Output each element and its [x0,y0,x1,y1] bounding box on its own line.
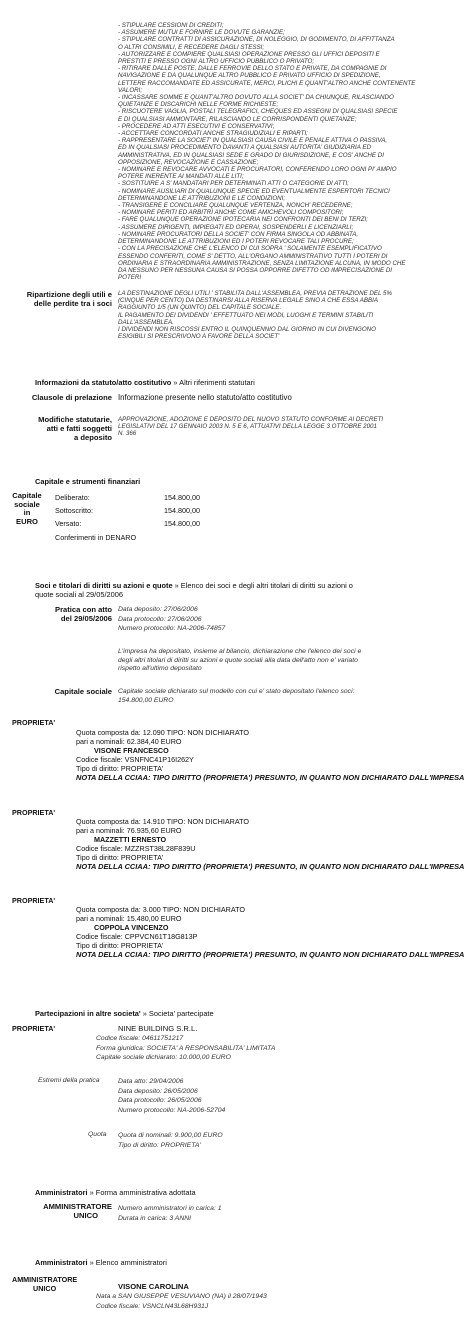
amministratore-label-line2: UNICO [33,1283,57,1293]
section-subtitle: » Forma amministrativa adottata [89,1188,196,1197]
pratica-line: Data deposito: 27/06/2006 [118,606,198,613]
powers-line: - RISCUOTERE VAGLIA, POSTALI TELEGRAFICI, CHEQUES ED ASSEGNI DI QUALSIASI SPECIE [118,108,398,116]
ripartizione-text [118,290,463,340]
quota-label: Quota [88,1131,107,1138]
clausole-value: Informazione presente nello statuto/atto costitutivo [118,393,292,402]
powers-line: - FARE QUALUNQUE OPERAZIONE IPOTECARIA NEI CONFRONTI DEI BENI DI TERZI; [118,216,368,224]
owner-nominali: pari a nominali: 76.935,60 EURO [76,826,182,835]
powers-line: E DI QUALSIASI AMMONTARE, RILASCIANDO LE CORRISPONDENTI QUIETANZE; [118,115,357,123]
powers-line: LETTERE RACCOMANDATE ED ASSICURATE, MERCI, PLICHI E QUANT'ALTRO ANCHE CONTENENTE [118,79,416,87]
powers-line: ESSENDO CONFERITI, COME S' DETTO, ALL'ORGANO AMMINISTRATIVO TUTTI I POTERI DI [118,252,388,260]
section-subtitle-2: quote sociali al 29/05/2006 [35,590,123,599]
capitale-row [55,493,200,506]
section-subtitle: » Altri riferimenti statutari [173,378,255,387]
powers-line: ED IN QUALSIASI PROCEDIMENTO DAVANTI A QUALSIASI AUTORITA' GIUDIZIARIA ED [118,144,371,152]
owner-tipo: Tipo di diritto: PROPRIETA' [76,853,164,862]
capitale-side-1: Capitale [12,491,42,500]
ripartizione-label-line2: delle perdite tra i soci [33,299,112,308]
modifiche-line: LEGISLATIVI DEL 17 GENNAIO 2003 N. 5 E 6, ATTUATIVI DELLA LEGGE 3 OTTOBRE 2001 [118,423,377,431]
powers-line: - NOMINARE AUSILIARI DI QUALUNQUE SPECIE ED EVENTUALMENTE ESPERTORI TECNICI [118,187,390,195]
partecipazione-line: Codice fiscale: 04611751217 [96,1035,184,1042]
powers-line: - ACCETTARE CONCORDATI ANCHE STRAGIUDIZIALI E RIPARTI; [118,130,308,138]
owner-nominali: pari a nominali: 62.384,40 EURO [76,737,182,746]
section-title: Amministratori [35,1258,88,1267]
powers-line: AMMINISTRATIVA, ED IN QUALSIASI SEDE E GRADO DI GIURISDIZIONE, E COS' ANCHE DI [118,151,384,159]
amministratore-label [10,1203,112,1220]
powers-line: DETERMINANDONE LE ATTRIBUZIONI ED I POTERI REVOCARE TALI PROCURE; [118,238,354,246]
capitale-row [55,506,200,519]
quota-details [118,1131,223,1150]
amministratore-elenco-label [12,1276,77,1293]
owner-quota: Quota composta da: 14.910 TIPO: NON DICHIARATO [76,817,249,826]
section-title: Capitale e strumenti finanziari [35,477,141,486]
capitale-row-value: 154.800,00 [164,493,200,502]
ripartizione-line: I DIVIDENDI NON RISCOSSI ENTRO IL QUINQUENNIO DAL GIORNO IN CUI DIVENGONO [118,326,376,334]
powers-line: VALORI; [118,86,143,94]
owner-name: COPPOLA VINCENZO [94,923,169,932]
modifiche-line: APPROVAZIONE, ADOZIONE E DEPOSITO DEL NUOVO STATUTO CONFORME AI DECRETI [118,416,384,423]
owner-nota: NOTA DELLA CCIAA: TIPO DIRITTO (PROPRIETA') PRESUNTO, IN QUANTO NON DICHIARATO DALL'IMPRESA [76,862,465,871]
powers-line: - INCASSARE SOMME E QUANT'ALTRO DOVUTO ALLA SOCIET' DA CHIUNQUE, RILASCIANDO [118,94,394,102]
amministratore-label-line1: AMMINISTRATORE [43,1202,112,1211]
powers-line: QUIETANZE E DISCARICHI NELLE FORME RICHIESTE; [118,101,279,109]
modifiche-label-line1: Modifiche statutarie, [38,415,112,424]
powers-line: - RAPPRESENTARE LA SOCIET' IN QUALSIASI CAUSA CIVILE E PENALE ATTIVA O PASSIVA, [118,137,388,145]
powers-line: - AUTORIZZARE E COMPIERE QUALSIASI OPERAZIONE PRESSO GLI UFFICI DEPOSITI E [118,50,380,58]
powers-line: POTERE INERENTE AI MANDATI ALLE LITI; [118,173,244,181]
ripartizione-line: RAGGIUNTO 1/5 (UN QUINTO) DEL CAPITALE SOCIALE. [118,304,282,312]
powers-line: NAVIGAZIONE E DA QUALUNQUE ALTRO PUBBLICO E PRIVATO UFFICIO DI SPEDIZIONE, [118,72,381,80]
amministratore-line: Numero amministratori in carica: 1 [118,1205,222,1212]
owner-tipo: Tipo di diritto: PROPRIETA' [76,764,164,773]
owner-tag: PROPRIETA' [12,808,56,817]
section-amministratori-forma-header [35,1188,196,1197]
pratica-line: Data protocollo: 27/06/2006 [118,615,202,623]
capitale-side-2: sociale [14,499,40,509]
powers-line: - NOMINARE PERITI ED ARBITRI ANCHE COME AMICHEVOLI COMPOSITORI; [118,209,344,217]
partecipazione-line: Forma giuridica: SOCIETA' A RESPONSABILITA' LIMITATA [96,1044,276,1052]
powers-line: PRESTITI E PRESSO OGNI ALTRO UFFICIO PUBBLICO O PRIVATO; [118,58,315,66]
powers-line: O ALTRI CONSIMILI, E RECEDERE DAGLI STESSI; [118,43,265,51]
estremi-line: Data protocollo: 26/05/2006 [118,1097,202,1104]
ripartizione-line: ESIGIBILI SI PRESCRIVONO A FAVORE DELLA SOCIET' [118,333,280,341]
pratica-label-line2: del 29/05/2006 [60,614,112,623]
clausole-label: Clausole di prelazione [31,393,112,402]
powers-line: - CON LA PRECISAZIONE CHE L'ELENCO DI CUI SOPRA ' SOLAMENTE ESEMPLIFICATIVO [118,245,382,253]
powers-line: - STIPULARE CESSIONI DI CREDITI; [118,22,224,29]
powers-line: - TRANSIGERE E CONCILIARE QUALUNQUE VERTENZA, NONCH' RECEDERNE; [118,202,353,210]
capitale-row [55,519,200,532]
section-amministratori-elenco-header [35,1258,167,1267]
modifiche-line: N. 366 [118,430,137,438]
pratica-line: Numero protocollo: NA-2006-74857 [118,625,226,632]
owner-quota: Quota composta da: 3.000 TIPO: NON DICHIARATO [76,905,245,914]
section-title: Partecipazioni in altre societa' [35,1009,141,1018]
note-line: degli altri titolari di diritti su azioni e quote sociali alla data dell'atto non e' variato [118,656,358,664]
capsoc-line: 154.800,00 EURO [118,696,174,704]
quota-line: Quota di nominali: 9.900,00 EURO [118,1132,223,1139]
owner-tipo: Tipo di diritto: PROPRIETA' [76,941,164,950]
pratica-label [10,605,112,623]
powers-line: - ASSUMERE DIRIGENTI, IMPIEGATI ED OPERAI, SOSPENDERLI E LICENZIARLI; [118,223,354,231]
partecipazione-details [96,1034,275,1063]
ripartizione-line: DALL'ASSEMBLEA. [118,318,174,326]
ripartizione-line: LA DESTINAZIONE DEGLI UTILI ' STABILITA DALL'ASSEMBLEA, PREVIA DETRAZIONE DEL 5% [118,290,392,297]
section-statuto-header [35,378,255,387]
section-subtitle: » Elenco amministratori [89,1258,167,1267]
estremi-line: Data atto: 29/04/2006 [118,1078,184,1085]
estremi-line: Numero protocollo: NA-2006-52704 [118,1106,226,1114]
capitale-row-label: Sottoscritto: [55,506,93,515]
pratica-note [118,648,361,674]
capitale-table [55,493,200,532]
quota-line: Tipo di diritto: PROPRIETA' [118,1141,201,1149]
powers-line: - SOSTITUIRE A S' MANDATARI PER DETERMINATI ATTI O CATEGORIE DI ATTI; [118,180,349,188]
capsoc-line: Capitale sociale dichiarato sul modello con cui e' stato depositato l'elenco soci: [118,688,355,695]
section-soci-header [35,581,445,599]
ripartizione-label-line1: Ripartizione degli utili e [26,290,112,299]
ripartizione-line: (CINQUE PER CENTO) DA DESTINARSI ALLA RISERVA LEGALE SINO A CHE ESSA ABBIA [118,297,378,305]
estremi-line: Data deposito: 26/05/2006 [118,1087,198,1095]
capitale-side-label [8,492,46,526]
section-partecipazioni-header [35,1009,214,1018]
powers-line: DETERMINANDONE LE ATTRIBUZIONI E LE CONDIZIONI; [118,194,286,202]
owner-nota: NOTA DELLA CCIAA: TIPO DIRITTO (PROPRIETA') PRESUNTO, IN QUANTO NON DICHIARATO DALL'IMPRESA [76,773,465,782]
capitale-row-value: 154.800,00 [164,519,200,528]
note-line: L'impresa ha depositato, insieme al bilancio, dichiarazione che l'elenco dei soci e [118,648,362,655]
pratica-label-line1: Pratica con atto [55,605,112,614]
amministratore-line: Codice fiscale: VSNCLN43L68H931J [96,1302,209,1310]
capitale-row-label: Versato: [55,519,82,528]
owner-tag: PROPRIETA' [12,718,56,727]
capitale-row-label: Deliberato: [55,493,90,502]
powers-line: - PROCEDERE AD ATTI ESECUTIVI E CONSERVATIVI; [118,122,275,130]
estremi-label: Estremi della pratica [38,1077,100,1084]
amministratore-line: Durata in carica: 3 ANNI [118,1214,192,1222]
owner-block [76,905,464,959]
owner-quota: Quota composta da: 12.090 TIPO: NON DICHIARATO [76,728,249,737]
powers-line: - RITIRARE DALLE POSTE, DALLE FERROVIE DELLO STATO E PRIVATE, DA COMPAGNIE DI [118,65,387,73]
modifiche-label-line2: atti e fatti soggetti [46,424,112,433]
modifiche-text [118,416,463,438]
estremi-details [118,1077,225,1115]
section-subtitle: » Societa' partecipate [142,1009,214,1018]
partecipazione-name: NINE BUILDING S.R.L. [118,1024,198,1033]
capitale-row-value: 154.800,00 [164,506,200,515]
capsoc-label: Capitale sociale [54,687,112,696]
owner-cf: Codice fiscale: CPPVCN61T18G813P [76,932,198,941]
powers-line: - NOMINARE E REVOCARE AVVOCATI E PROCURATORI, CONFERENDO LORO OGNI PI' AMPIO [118,166,397,174]
partecipazione-line: Capitale sociale dichiarato: 10.000,00 EURO [96,1054,231,1061]
owner-name: VISONE FRANCESCO [94,746,169,755]
partecipazione-tag: PROPRIETA' [12,1024,56,1033]
owner-block [76,817,464,871]
modifiche-label [10,415,112,442]
owner-nota: NOTA DELLA CCIAA: TIPO DIRITTO (PROPRIETA') PRESUNTO, IN QUANTO NON DICHIARATO DALL'IMPRESA [76,950,465,959]
section-title: Amministratori [35,1188,88,1197]
capitale-side-3: in [23,508,31,517]
amministratore-name: VISONE CAROLINA [118,1282,189,1291]
powers-line: POTERI [118,274,142,282]
capitale-side-4: EURO [16,516,38,526]
section-title: Informazioni da statuto/atto costitutivo [35,378,172,387]
amministratore-label-line2: UNICO [73,1210,98,1220]
amministratore-line: Nata a SAN GIUSEPPE VESUVIANO (NA) il 28/07/1943 [96,1293,267,1300]
powers-line: - STIPULARE CONTRATTI DI ASSICURAZIONE, DI NOLEGGIO, DI GODIMENTO, DI AFFITTANZA [118,36,395,44]
section-subtitle: » Elenco dei soci e degli altri titolari di diritti su azioni o [174,581,353,590]
conferimenti: Conferimenti in DENARO [55,533,137,542]
powers-line: DA NESSUNO PER NESSUNA CAUSA SI POSSA OPPORRE DIFETTO OD IMPRECISAZIONE DI [118,266,393,274]
section-capitale-header [35,477,140,486]
owner-cf: Codice fiscale: VSNFNC41P16I262Y [76,755,194,764]
ripartizione-label [10,290,112,308]
pratica-text [118,605,225,634]
powers-line: - NOMINARE PROCURATORI DELLA SOCIET' CON FIRMA SINGOLA OD ABBINATA, [118,230,359,238]
powers-line: - ASSUMERE MUTUI E FORNIRE LE DOVUTE GARANZIE; [118,29,285,37]
amministratore-details [96,1292,267,1311]
amministratore-label-line1: AMMINISTRATORE [12,1275,78,1284]
modifiche-label-line3: a deposito [74,433,112,442]
capsoc-text [118,688,354,705]
powers-line: ORDINARIA E STRAORDINARIA AMMINISTRAZIONE, SENZA LIMITAZIONE ALCUNA, IN MODO CHE [118,259,406,267]
owner-nominali: pari a nominali: 15.480,00 EURO [76,914,182,923]
owner-cf: Codice fiscale: MZZRST38L28F839U [76,844,196,853]
note-line: rispetto all'ultimo depositato [118,665,202,672]
ripartizione-line: IL PAGAMENTO DEI DIVIDENDI ' EFFETTUATO NEI MODI, LUOGHI E TERMINI STABILITI [118,311,374,319]
owner-name: MAZZETTI ERNESTO [94,835,167,844]
owner-block [76,728,464,782]
section-title: Soci e titolari di diritti su azioni e quote [35,581,173,590]
amministratore-forma-details [118,1204,222,1223]
powers-list [118,22,463,281]
powers-line: OPPOSIZIONE, REVOCAZIONE E CASSAZIONE; [118,158,259,166]
owner-tag: PROPRIETA' [12,896,56,905]
